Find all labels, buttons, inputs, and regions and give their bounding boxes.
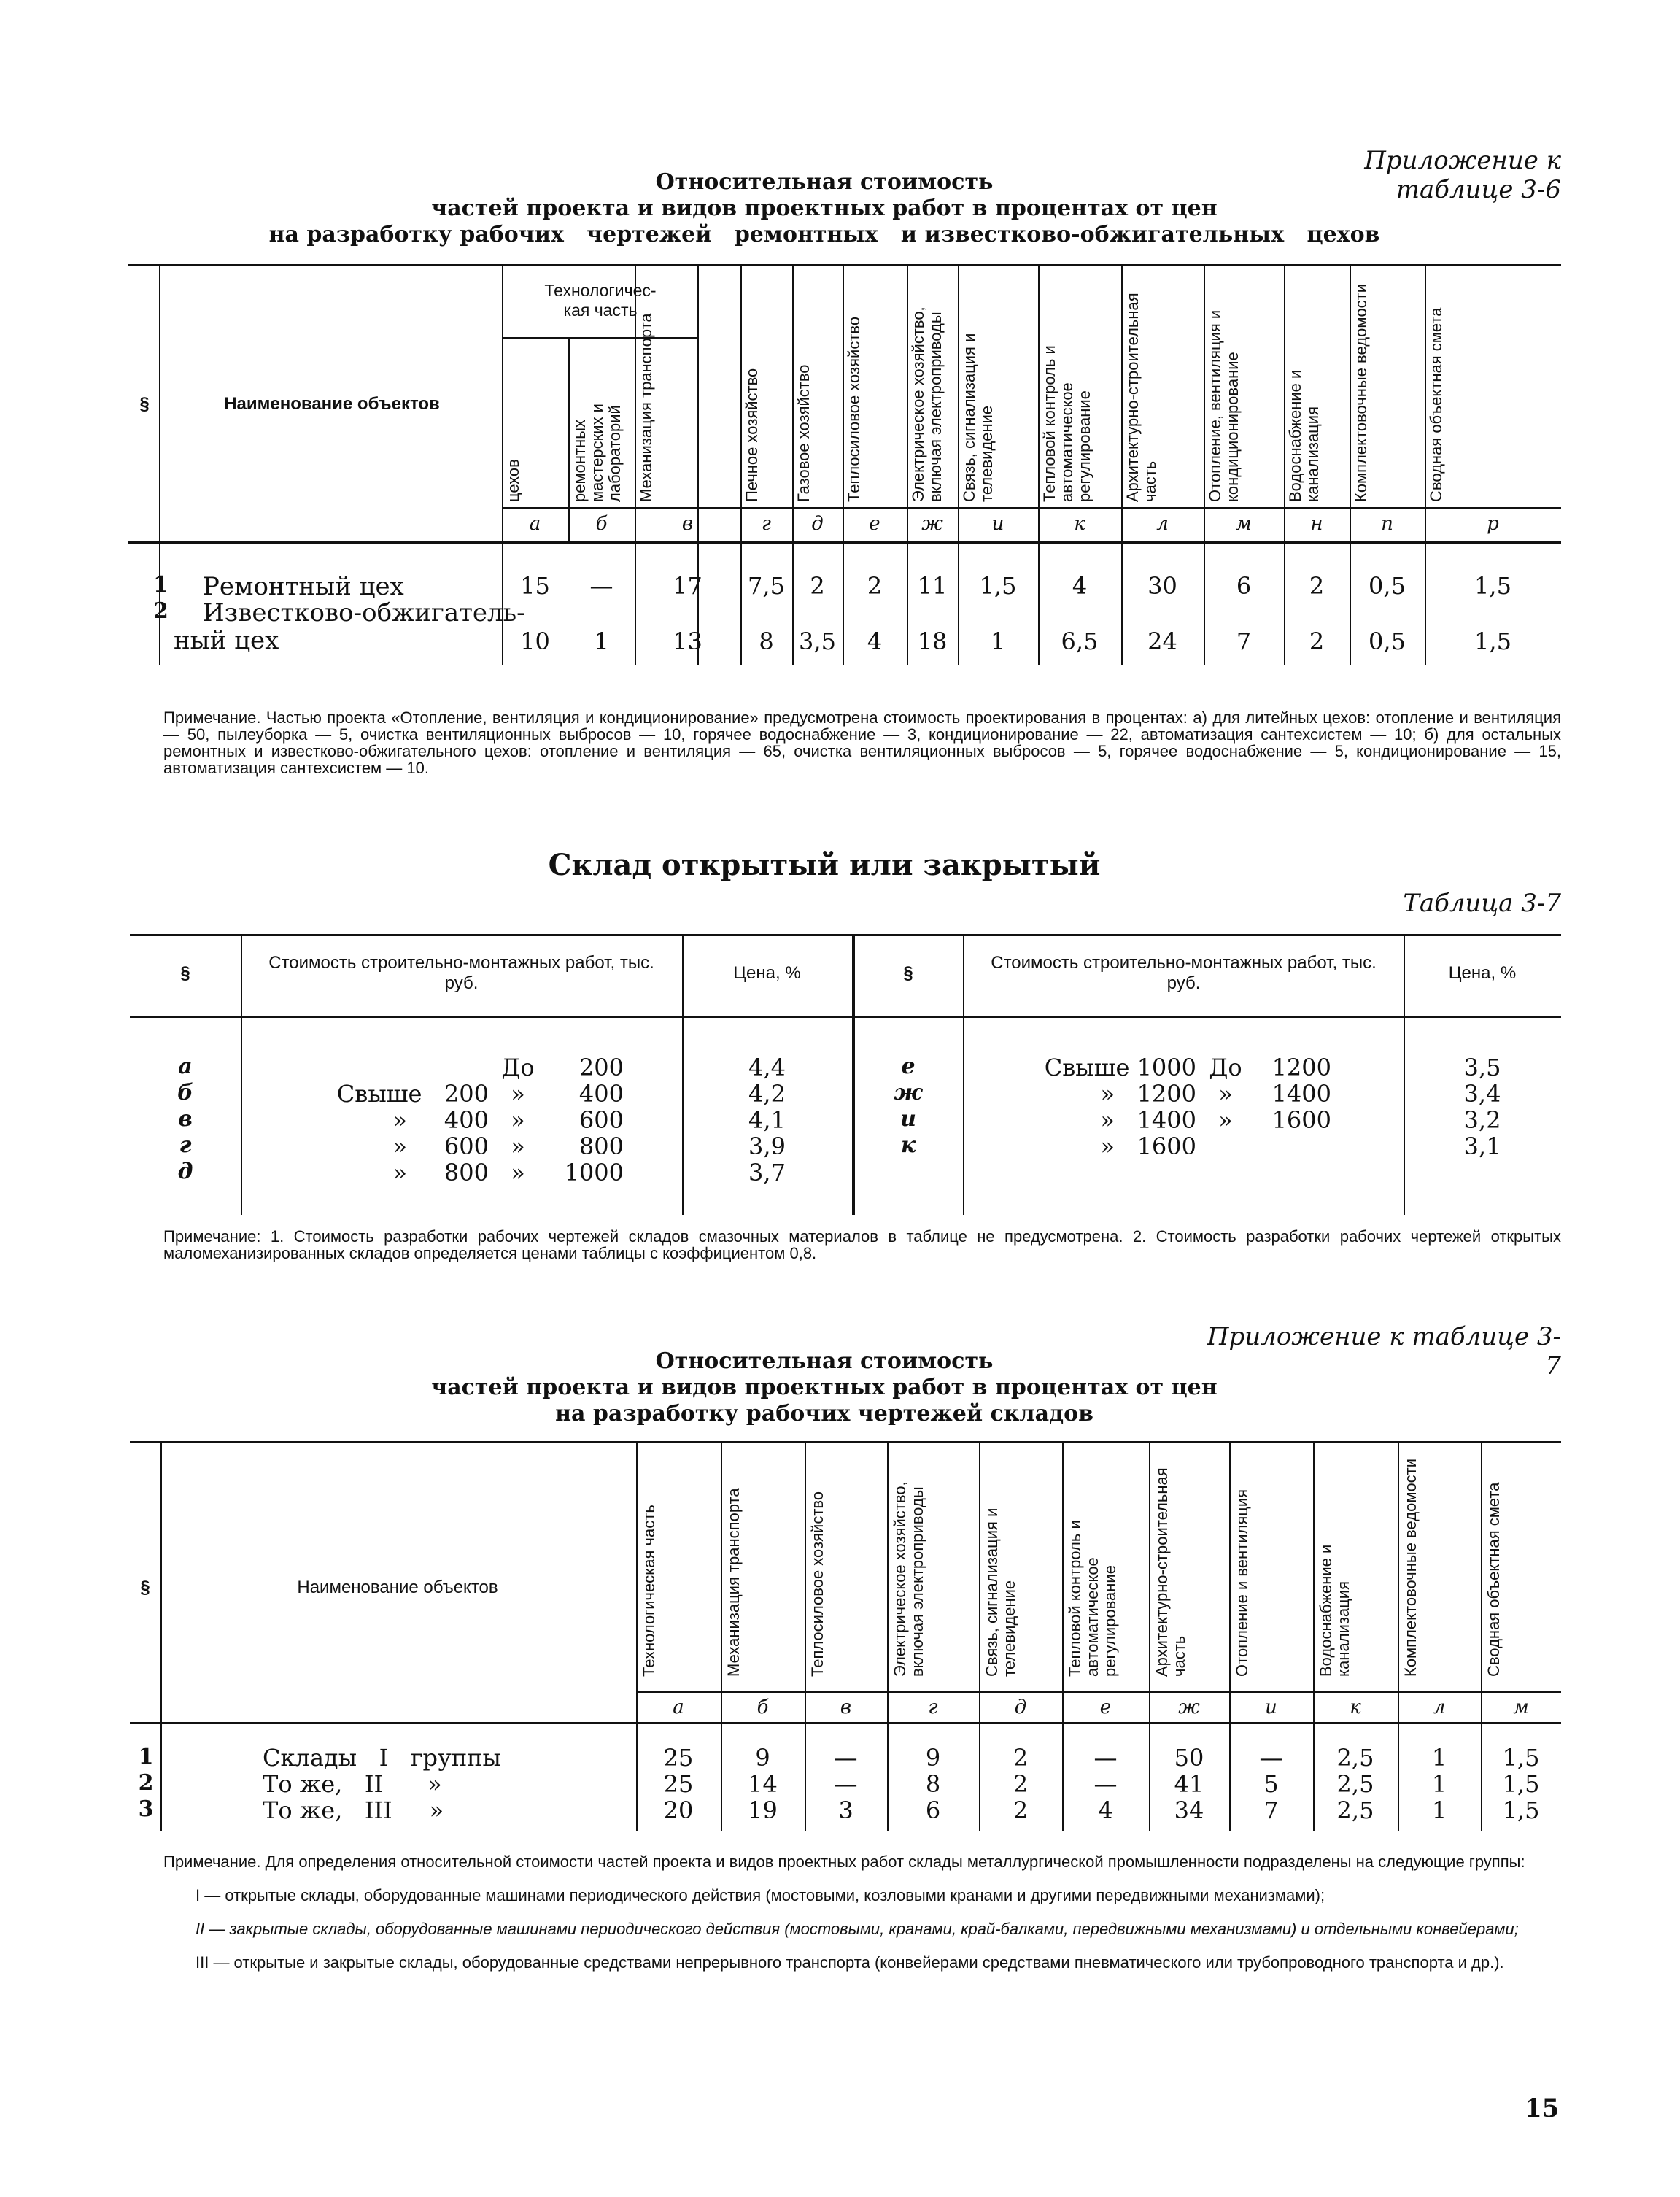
appendix-title-line1: Относительная стоимость — [655, 1348, 994, 1374]
cost-to: 600 — [578, 1106, 624, 1134]
col-header-8: Отопление и вентиляция — [1233, 1489, 1251, 1677]
cell-value: 50 — [1174, 1744, 1204, 1772]
cell-value: 10 — [520, 628, 550, 655]
col-letter: м — [1513, 1696, 1529, 1718]
col-section-header: § — [180, 963, 190, 983]
group-technological-part: Технологичес- кая часть — [544, 281, 657, 320]
col-section-header: § — [139, 394, 150, 414]
cell-value: 7,5 — [748, 572, 785, 600]
cost-to: 200 — [578, 1054, 624, 1081]
cell-value: 30 — [1147, 572, 1177, 600]
cell-value: 2 — [1309, 572, 1325, 600]
col-header-8: Связь, сигнализация и телевидение — [960, 333, 996, 502]
row-number: 2 — [138, 1770, 154, 1796]
cell-value: 1 — [990, 628, 1006, 655]
row-object-name-cont: ный цех — [174, 626, 279, 655]
appendix-label: Приложение к таблице 3-7 — [1207, 1322, 1561, 1381]
row-object-name: Ремонтный цех — [203, 572, 404, 601]
cell-value: 4 — [1072, 572, 1088, 600]
col-letter: л — [1156, 513, 1169, 535]
cell-value: 1 — [1431, 1770, 1447, 1798]
page-number: 15 — [1525, 2094, 1560, 2123]
row-letter: ж — [894, 1080, 923, 1105]
col-header-7: Электрическое хозяйство, включая электроприводы — [909, 306, 945, 502]
col-header-6: Тепловой контроль и автоматическое регулирование — [1066, 1520, 1119, 1677]
col-letter: г — [761, 513, 772, 535]
col-price-header: Цена, % — [733, 963, 801, 983]
cell-value: 7 — [1263, 1796, 1279, 1824]
col-letter: к — [1350, 1696, 1361, 1718]
col-letter: л — [1433, 1696, 1446, 1718]
col-letter: г — [928, 1696, 938, 1718]
col-header-1: цехов — [504, 459, 522, 502]
row-number: 1 — [153, 572, 169, 598]
cell-value: 1,5 — [1502, 1796, 1540, 1824]
col-header-3: Механизация транспорта — [637, 313, 655, 502]
cell-value: 2 — [1013, 1770, 1029, 1798]
appendix-title-line3: на разработку рабочих чертежей складов — [555, 1401, 1093, 1426]
cell-value: 2 — [1309, 628, 1325, 655]
cell-value: 1 — [594, 628, 609, 655]
cell-value: 1,5 — [1502, 1770, 1540, 1798]
cell-value: 2,5 — [1336, 1796, 1374, 1824]
cell-value: 2 — [1013, 1744, 1029, 1772]
appendix-note-group3: III — открытые и закрытые склады, оборудованные средствами непрерывного транспорта (конвейерами средствами пневматического или трубопроводного транспорта и др.). — [196, 1953, 1504, 1972]
appendix-note: Примечание. Частью проекта «Отопление, вентиляция и кондиционирование» предусмотрена стоимость проектирования в процентах: а) для литейных цехов: отопление и вентиляция — 50, пылеуборка — 5, очистка вентиляционных выбросов — 10, горячее водоснабжение — 3, кондиционирование — 22, автоматизация сантехсистем — 10; б) для остальных ремонтных и известково-обжигательного цехов: отопление и вентиляция — 65, очистка вентиляционных выбросов — 5, горячее водоснабжение — 5, кондиционирование — 15, автоматизация сантехсистем — 10. — [163, 708, 1561, 777]
cost-to-prefix: » — [511, 1106, 525, 1134]
price-value: 3,9 — [748, 1132, 786, 1160]
appendix-title-line1: Относительная стоимость — [655, 169, 994, 195]
appendix-title-line3: на разработку рабочих чертежей ремонтных и известково-обжигательных цехов — [268, 222, 1380, 247]
col-header-1: Технологическая часть — [640, 1505, 658, 1677]
col-header-10: Комплектовочные ведомости — [1401, 1458, 1420, 1677]
cell-value: 7 — [1236, 628, 1252, 655]
col-header-11: Отопление, вентиляция и кондиционирование — [1206, 309, 1242, 502]
cost-to-prefix: До — [501, 1054, 535, 1081]
cell-value: 1 — [1431, 1796, 1447, 1824]
col-header-9: Тепловой контроль и автоматическое регулирование — [1040, 345, 1093, 502]
cell-value: 34 — [1174, 1796, 1204, 1824]
row-number: 1 — [138, 1744, 154, 1769]
col-letter: е — [1099, 1696, 1112, 1718]
appendix-title-line2: частей проекта и видов проектных работ в процентах от цен — [431, 1375, 1218, 1400]
row-letter: б — [177, 1080, 193, 1105]
cell-value: 4 — [1098, 1796, 1113, 1824]
appendix-label: Приложение к таблице 3-6 — [1364, 146, 1561, 204]
table-label: Таблица 3-7 — [1403, 889, 1561, 918]
row-number: 2 — [153, 598, 169, 624]
cost-to-prefix: » — [511, 1132, 525, 1160]
col-letter: н — [1310, 513, 1323, 535]
cost-to-prefix: » — [1218, 1080, 1233, 1108]
col-header-4: Печное хозяйство — [743, 368, 761, 502]
cell-value: 1,5 — [1474, 572, 1511, 600]
price-value: 3,5 — [1463, 1054, 1501, 1081]
col-letter: к — [1074, 513, 1085, 535]
col-cost-header: Стоимость строительно-монтажных работ, тыс. руб. — [268, 953, 654, 993]
cell-value: 6 — [925, 1796, 941, 1824]
appendix-note-group1: I — открытые склады, оборудованные машинами периодического действия (мостовыми, козловыми кранами и другими передвижными механизмами); — [196, 1886, 1325, 1904]
row-object-name: Склады I группы — [263, 1744, 501, 1772]
cell-value: 25 — [663, 1770, 694, 1798]
cell-value: 2,5 — [1336, 1770, 1374, 1798]
col-header-2: Механизация транспорта — [724, 1488, 743, 1677]
price-value: 4,4 — [748, 1054, 786, 1081]
cell-value: 14 — [748, 1770, 778, 1798]
cell-value: 25 — [663, 1744, 694, 1772]
cost-from: » 400 — [392, 1106, 489, 1134]
col-object-name-header: Наименование объектов — [224, 394, 440, 414]
col-letter: б — [756, 1696, 769, 1718]
col-header-5: Газовое хозяйство — [794, 364, 813, 502]
col-letter: б — [595, 513, 608, 535]
price-value: 3,4 — [1463, 1080, 1501, 1108]
cell-value: 8 — [759, 628, 774, 655]
price-value: 3,7 — [748, 1159, 786, 1186]
col-letter: а — [529, 513, 541, 535]
cell-value: 3,5 — [799, 628, 836, 655]
col-cost-header: Стоимость строительно-монтажных работ, тыс. руб. — [991, 953, 1377, 993]
cell-value: 1,5 — [979, 572, 1017, 600]
col-letter: д — [811, 513, 824, 535]
col-header-6: Теплосиловое хозяйство — [845, 316, 863, 502]
cell-value: 18 — [917, 628, 948, 655]
cell-value: 41 — [1174, 1770, 1204, 1798]
appendix-note-intro: Примечание. Для определения относительной стоимости частей проекта и видов проектных работ склады металлургической промышленности подразделены на следующие группы: — [163, 1853, 1525, 1871]
cost-from: Свыше 200 — [336, 1080, 489, 1108]
cost-to: 1200 — [1271, 1054, 1331, 1081]
col-letter: в — [840, 1696, 852, 1718]
col-letter: е — [869, 513, 880, 535]
row-letter: к — [900, 1132, 916, 1158]
col-letter: в — [681, 513, 694, 535]
cell-value: 9 — [755, 1744, 770, 1772]
cell-value: 6 — [1236, 572, 1252, 600]
cost-to: 1400 — [1271, 1080, 1331, 1108]
table-heading: Склад открытый или закрытый — [548, 848, 1101, 882]
cell-value: 4 — [867, 628, 883, 655]
col-header-2: ремонтных мастерских и лабораторий — [570, 404, 624, 502]
cell-value: 1 — [1431, 1744, 1447, 1772]
row-object-name: То же, III » — [263, 1796, 444, 1824]
col-header-4: Электрическое хозяйство, включая электроприводы — [891, 1481, 926, 1677]
col-header-7: Архитектурно-строительная часть — [1153, 1467, 1188, 1677]
cell-value: 13 — [673, 628, 702, 655]
col-price-header: Цена, % — [1448, 963, 1517, 983]
cell-value: 3 — [838, 1796, 853, 1824]
cell-value: — — [834, 1770, 858, 1798]
cost-to-prefix: » — [511, 1080, 525, 1108]
price-value: 3,1 — [1463, 1132, 1501, 1160]
cell-value: 2 — [867, 572, 883, 600]
cell-value: 2,5 — [1336, 1744, 1374, 1772]
col-header-10: Архитектурно-строительная часть — [1123, 293, 1159, 502]
cell-value: 5 — [1263, 1770, 1279, 1798]
col-letter: д — [1014, 1696, 1027, 1718]
cell-value: — — [1259, 1744, 1283, 1772]
cell-value: 8 — [925, 1770, 941, 1798]
cell-value: — — [1093, 1770, 1118, 1798]
cost-from: » 800 — [392, 1159, 489, 1186]
col-header-13: Комплектовочные ведомости — [1352, 283, 1370, 502]
appendix-title-line2: частей проекта и видов проектных работ в процентах от цен — [431, 196, 1218, 221]
cost-to: 1600 — [1271, 1106, 1331, 1134]
cell-value: 15 — [520, 572, 550, 600]
cost-to: 400 — [578, 1080, 624, 1108]
col-letter: ж — [1178, 1696, 1200, 1718]
cost-from: » 600 — [392, 1132, 489, 1160]
col-letter: и — [1265, 1696, 1277, 1718]
row-letter: д — [177, 1159, 193, 1184]
cost-to-prefix: » — [511, 1159, 525, 1186]
col-header-11: Сводная объектная смета — [1484, 1482, 1503, 1677]
price-value: 4,2 — [748, 1080, 786, 1108]
col-letter: а — [673, 1696, 684, 1718]
col-letter: и — [991, 513, 1004, 535]
cost-to: 800 — [578, 1132, 624, 1160]
cost-from: » 1200 — [1100, 1080, 1196, 1108]
cell-value: 9 — [925, 1744, 941, 1772]
cell-value: — — [1093, 1744, 1118, 1772]
cell-value: 2 — [810, 572, 825, 600]
col-header-9: Водоснабжение и канализация — [1317, 1544, 1352, 1677]
row-object-name: То же, II » — [263, 1770, 442, 1798]
appendix-note-group2: II — закрытые склады, оборудованные машинами периодического действия (мостовыми, кранами, край-балками, передвижными механизмами) и отдельными конвейерами; — [196, 1920, 1519, 1938]
cell-value: 1,5 — [1502, 1744, 1540, 1772]
cell-value: 24 — [1147, 628, 1177, 655]
cell-value: 20 — [663, 1796, 694, 1824]
col-header-14: Сводная объектная смета — [1427, 307, 1445, 502]
col-section-header: § — [140, 1578, 150, 1597]
row-letter: а — [178, 1054, 193, 1079]
col-letter: р — [1487, 513, 1499, 535]
col-section-header: § — [903, 963, 913, 983]
cell-value: 2 — [1013, 1796, 1029, 1824]
cell-value: — — [589, 572, 613, 600]
cost-to: 1000 — [564, 1159, 624, 1186]
row-letter: г — [179, 1132, 192, 1158]
col-letter: м — [1236, 513, 1252, 535]
row-number: 3 — [138, 1796, 154, 1822]
col-header-12: Водоснабжение и канализация — [1286, 369, 1322, 502]
cost-to-prefix: До — [1209, 1054, 1242, 1081]
cost-to-prefix: » — [1218, 1106, 1233, 1134]
col-header-5: Связь, сигнализация и телевидение — [983, 1507, 1018, 1677]
cell-value: 6,5 — [1061, 628, 1099, 655]
cell-value: 0,5 — [1369, 572, 1406, 600]
row-letter: в — [178, 1106, 193, 1132]
cell-value: — — [834, 1744, 858, 1772]
price-value: 3,2 — [1463, 1106, 1501, 1134]
cost-from: » 1400 — [1100, 1106, 1196, 1134]
price-value: 4,1 — [748, 1106, 786, 1134]
col-header-3: Теплосиловое хозяйство — [808, 1491, 827, 1677]
cell-value: 0,5 — [1369, 628, 1406, 655]
cell-value: 1,5 — [1474, 628, 1511, 655]
col-letter: п — [1381, 513, 1393, 535]
cost-from: Свыше 1000 — [1044, 1054, 1196, 1081]
cell-value: 17 — [673, 572, 702, 600]
cell-value: 11 — [917, 572, 948, 600]
row-object-name: Известково-обжигатель- — [203, 598, 525, 628]
col-object-name-header: Наименование объектов — [297, 1578, 498, 1597]
cell-value: 19 — [748, 1796, 778, 1824]
row-letter: и — [900, 1106, 916, 1132]
cost-from: » 1600 — [1100, 1132, 1196, 1160]
table-note: Примечание: 1. Стоимость разработки рабочих чертежей складов смазочных материалов в таблице не предусмотрена. 2. Стоимость разработки рабочих чертежей открытых маломеханизированных складов определяется ценами таблицы с коэффициентом 0,8. — [163, 1227, 1561, 1262]
col-letter: ж — [921, 513, 943, 535]
row-letter: е — [901, 1054, 916, 1079]
